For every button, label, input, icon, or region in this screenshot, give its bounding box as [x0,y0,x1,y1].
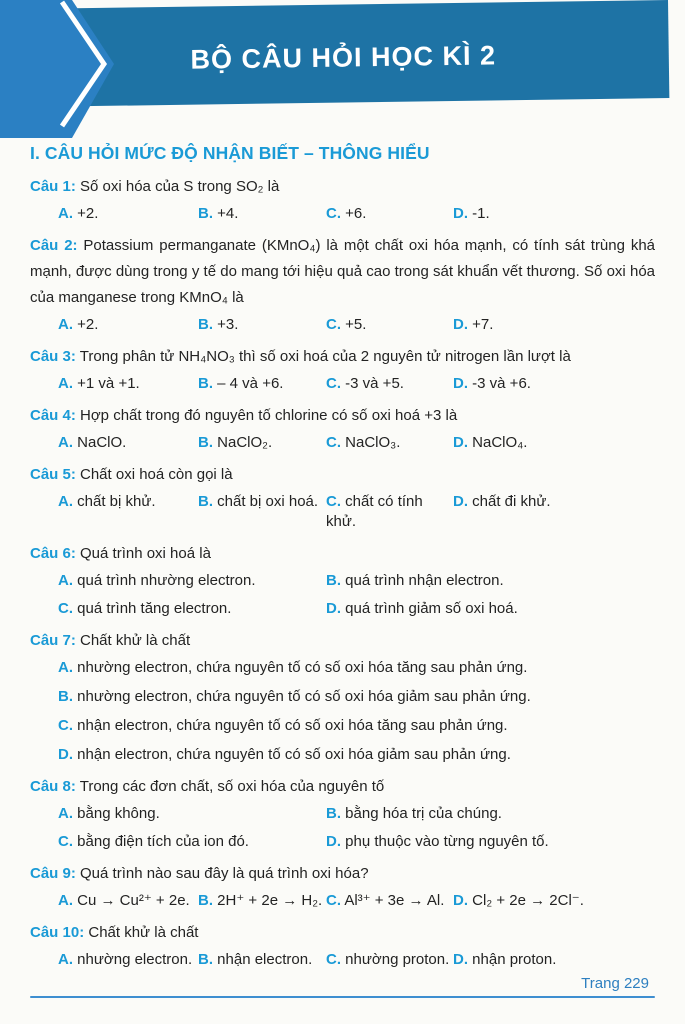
question-label: Câu 10: [30,924,85,941]
option-C [326,315,453,335]
option-D [58,745,655,765]
question-stem: Chất oxi hoá còn gọi là [75,466,233,483]
question-9 [30,861,655,911]
option-letter: C. [58,600,73,617]
question-label: Câu 9: [30,865,76,882]
option-D [326,832,655,852]
question-2 [30,233,655,335]
question-stem: Số oxi hóa của S trong SO₂ là [75,178,280,195]
options [58,658,655,765]
options [58,571,655,619]
option-C [58,716,655,736]
option-text: +5. [341,316,367,333]
option-letter: A. [58,434,73,451]
question-stem: Chất khử là chất [84,924,199,941]
option-letter: C. [58,717,73,734]
options [58,492,655,532]
option-B [326,571,655,591]
option-letter: D. [58,746,73,763]
option-text: +2. [73,205,99,222]
question-label: Câu 7: [30,632,76,649]
option-text: chất bị oxi hoá. [213,493,319,510]
option-text: nhận electron. [213,951,313,968]
question-5 [30,462,655,532]
question-text [30,920,655,946]
option-text: NaClO₄. [468,434,528,451]
option-letter: B. [198,434,213,451]
option-C [326,204,453,224]
question-4 [30,403,655,453]
option-letter: C. [326,493,341,510]
option-text: +6. [341,205,367,222]
option-D [453,891,655,911]
option-text: bằng điện tích của ion đó. [73,833,249,850]
option-letter: D. [453,892,468,909]
option-letter: A. [58,892,73,909]
question-text [30,174,655,200]
option-letter: B. [326,572,341,589]
question-label: Câu 4: [30,407,76,424]
question-text [30,861,655,887]
options [58,950,655,970]
option-letter: B. [198,892,213,909]
question-stem: Chất khử là chất [75,632,191,649]
option-A [58,950,198,970]
option-letter: A. [58,205,73,222]
option-D [453,315,655,335]
option-text: +1 và +1. [73,375,140,392]
option-B [198,891,326,911]
option-text: chất bị khử. [73,493,156,510]
question-label: Câu 5: [30,466,76,483]
option-D [453,492,655,532]
question-label: Câu 1: [30,178,76,195]
option-text: quá trình tăng electron. [73,600,232,617]
option-letter: D. [453,375,468,392]
option-letter: B. [198,316,213,333]
option-text: – 4 và +6. [213,375,284,392]
option-A [58,492,198,532]
option-letter: C. [326,434,341,451]
option-text: -3 và +5. [341,375,404,392]
option-letter: D. [326,600,341,617]
option-letter: A. [58,659,73,676]
option-C [326,374,453,394]
question-stem: Quá trình oxi hoá là [75,545,211,562]
options [58,433,655,453]
option-D [453,433,655,453]
options [58,804,655,852]
question-text [30,344,655,370]
question-7 [30,628,655,765]
option-text: NaClO₂. [213,434,273,451]
options [58,374,655,394]
option-letter: B. [58,688,73,705]
option-D [453,950,655,970]
option-text: bằng hóa trị của chúng. [341,805,502,822]
option-A [58,315,198,335]
option-D [326,599,655,619]
option-A [58,891,198,911]
question-stem: Trong phân tử NH₄NO₃ thì số oxi hoá của 2 nguyên tử nitrogen lần lượt là [75,348,571,365]
option-text: quá trình giảm số oxi hoá. [341,600,518,617]
option-B [198,433,326,453]
question-10 [30,920,655,970]
option-text: -1. [468,205,490,222]
option-text: nhường electron. [73,951,193,968]
question-stem: Hợp chất trong đó nguyên tố chlorine có số oxi hoá +3 là [75,407,458,424]
option-A [58,571,326,591]
option-D [453,204,655,224]
option-text: chất đi khử. [468,493,551,510]
option-letter: C. [326,316,341,333]
options [58,204,655,224]
option-C [326,492,453,532]
option-text: quá trình nhận electron. [341,572,504,589]
option-A [58,658,655,678]
option-A [58,374,198,394]
option-letter: A. [58,493,73,510]
page-number: Trang 229 [581,974,649,992]
option-letter: D. [453,434,468,451]
option-text: bằng không. [73,805,160,822]
option-letter: A. [58,375,73,392]
footer-rule [30,996,655,999]
option-letter: C. [326,892,341,909]
option-letter: D. [326,833,341,850]
option-text: nhận proton. [468,951,557,968]
option-text: +2. [73,316,99,333]
options [58,891,655,911]
option-letter: B. [326,805,341,822]
option-B [198,492,326,532]
option-B [198,315,326,335]
option-letter: B. [198,375,213,392]
question-text [30,774,655,800]
option-C [326,433,453,453]
question-stem: Potassium permanganate (KMnO₄) là một chất oxi hóa mạnh, có tính sát trùng khá mạnh, được dùng trong y tế do mang tới hiệu quả cao trong sát khuẩn vết thương. Số oxi hóa của manganese trong KMnO₄ là [30,237,655,306]
option-letter: C. [326,951,341,968]
option-text: Al³⁺ + 3e → Al. [341,892,445,909]
option-letter: D. [453,493,468,510]
option-text: phụ thuộc vào từng nguyên tố. [341,833,549,850]
option-letter: B. [198,951,213,968]
question-label: Câu 6: [30,545,76,562]
question-label: Câu 2: [30,237,78,254]
page-footer [30,975,655,999]
option-text: nhường electron, chứa nguyên tố có số oxi hóa tăng sau phản ứng. [73,659,528,676]
option-letter: C. [58,833,73,850]
option-text: nhận electron, chứa nguyên tố có số oxi hóa tăng sau phản ứng. [73,717,508,734]
option-A [58,433,198,453]
option-text: +4. [213,205,239,222]
section-title: I. CÂU HỎI MỨC ĐỘ NHẬN BIẾT – THÔNG HIỂU [30,143,430,163]
option-B [198,374,326,394]
option-letter: A. [58,951,73,968]
options [58,315,655,335]
option-text: +3. [213,316,239,333]
page-title: BỘ CÂU HỎI HỌC KÌ 2 [190,39,497,75]
option-text: quá trình nhường electron. [73,572,256,589]
option-text: -3 và +6. [468,375,531,392]
option-text: Cl₂ + 2e → 2Cl⁻. [468,892,584,909]
question-text [30,403,655,429]
question-6 [30,541,655,619]
option-C [58,832,326,852]
question-text [30,233,655,311]
question-stem: Quá trình nào sau đây là quá trình oxi hóa? [75,865,369,882]
question-list [30,174,655,970]
question-3 [30,344,655,394]
question-8 [30,774,655,852]
option-C [326,950,453,970]
question-1 [30,174,655,224]
option-letter: A. [58,805,73,822]
option-letter: D. [453,951,468,968]
question-label: Câu 3: [30,348,76,365]
question-label: Câu 8: [30,778,76,795]
option-letter: D. [453,205,468,222]
option-B [58,687,655,707]
option-letter: C. [326,375,341,392]
option-text: Cu → Cu²⁺ + 2e. [73,892,190,909]
option-text: +7. [468,316,494,333]
option-letter: D. [453,316,468,333]
option-text: 2H⁺ + 2e → H₂. [213,892,323,909]
option-letter: B. [198,205,213,222]
option-D [453,374,655,394]
option-letter: A. [58,572,73,589]
option-A [58,804,326,824]
question-text [30,541,655,567]
option-letter: A. [58,316,73,333]
question-text [30,628,655,654]
option-text: NaClO. [73,434,127,451]
question-stem: Trong các đơn chất, số oxi hóa của nguyên tố [75,778,385,795]
option-C [58,599,326,619]
option-text: nhường electron, chứa nguyên tố có số oxi hóa giảm sau phản ứng. [73,688,531,705]
option-letter: B. [198,493,213,510]
option-text: nhường proton. [341,951,450,968]
option-text: NaClO₃. [341,434,401,451]
option-A [58,204,198,224]
option-B [326,804,655,824]
question-text [30,462,655,488]
option-text: chất có tính khử. [326,493,423,530]
option-B [198,950,326,970]
option-C [326,891,453,911]
option-B [198,204,326,224]
option-letter: C. [326,205,341,222]
option-text: nhận electron, chứa nguyên tố có số oxi hóa giảm sau phản ứng. [73,746,511,763]
